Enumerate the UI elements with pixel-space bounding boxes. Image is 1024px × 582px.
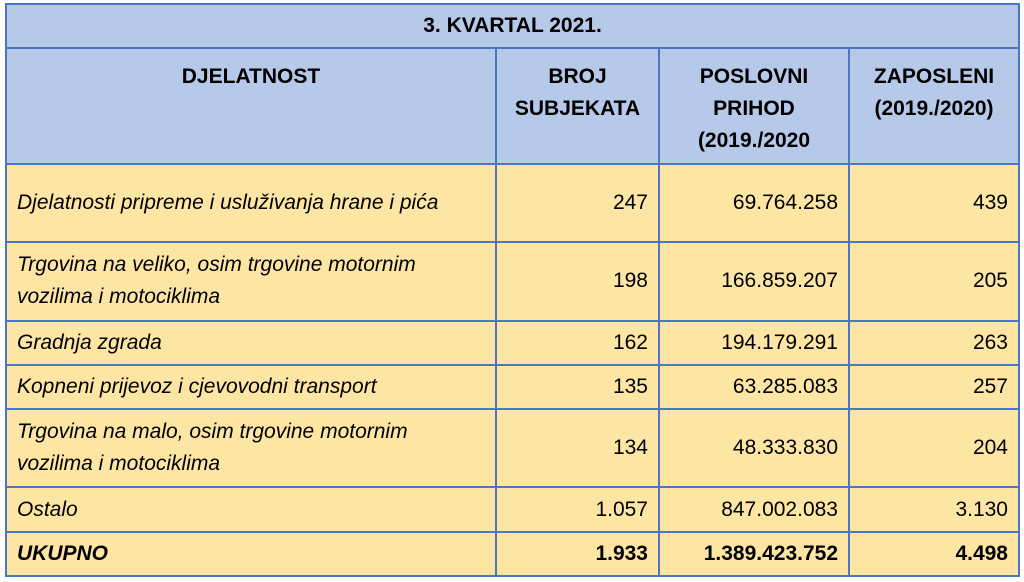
total-subjects-count: 1.933 [496,532,659,576]
column-header-djelatnost [6,48,496,164]
row-activity-name: Trgovina na veliko, osim trgovine motornim vozilima i motociklima [6,242,496,320]
row-employees: 204 [849,409,1019,487]
row-employees: 257 [849,365,1019,409]
column-header-line: POSLOVNI [699,65,809,89]
row-revenue: 166.859.207 [659,242,849,320]
row-subjects-count: 247 [496,164,659,242]
column-header-line: (2019./2020) [874,97,994,121]
table-header-row [6,48,1019,164]
column-header-line: SUBJEKATA [514,97,641,121]
row-employees: 439 [849,164,1019,242]
table-total-row [6,532,1019,576]
data-table-container [5,3,1018,577]
table-row [6,365,1019,409]
row-revenue: 847.002.083 [659,487,849,531]
table-row [6,321,1019,365]
row-employees: 263 [849,321,1019,365]
table-title: 3. KVARTAL 2021. [6,4,1019,48]
row-subjects-count: 162 [496,321,659,365]
column-header-line: PRIHOD [713,97,795,121]
total-label: UKUPNO [6,532,496,576]
row-subjects-count: 1.057 [496,487,659,531]
column-header-line: (2019./2020 [697,129,811,153]
row-revenue: 48.333.830 [659,409,849,487]
table-row [6,409,1019,487]
column-header-line: BROJ [548,65,607,89]
column-header-broj-subjekata [496,48,659,164]
column-header-line: ZAPOSLENI [873,65,995,89]
row-subjects-count: 198 [496,242,659,320]
row-employees: 205 [849,242,1019,320]
total-employees: 4.498 [849,532,1019,576]
table-row [6,487,1019,531]
row-subjects-count: 134 [496,409,659,487]
row-revenue: 69.764.258 [659,164,849,242]
row-revenue: 194.179.291 [659,321,849,365]
table-row [6,242,1019,320]
column-header-line: DJELATNOST [181,65,321,89]
row-activity-name: Djelatnosti pripreme i usluživanja hrane i pića [6,164,496,242]
row-subjects-count: 135 [496,365,659,409]
row-activity-name: Gradnja zgrada [6,321,496,365]
total-revenue: 1.389.423.752 [659,532,849,576]
table-title-row [6,4,1019,48]
row-activity-name: Ostalo [6,487,496,531]
column-header-zaposleni [849,48,1019,164]
row-employees: 3.130 [849,487,1019,531]
data-table [5,3,1020,577]
table-row [6,164,1019,242]
row-revenue: 63.285.083 [659,365,849,409]
row-activity-name: Kopneni prijevoz i cjevovodni transport [6,365,496,409]
row-activity-name: Trgovina na malo, osim trgovine motornim vozilima i motociklima [6,409,496,487]
column-header-poslovni-prihod [659,48,849,164]
